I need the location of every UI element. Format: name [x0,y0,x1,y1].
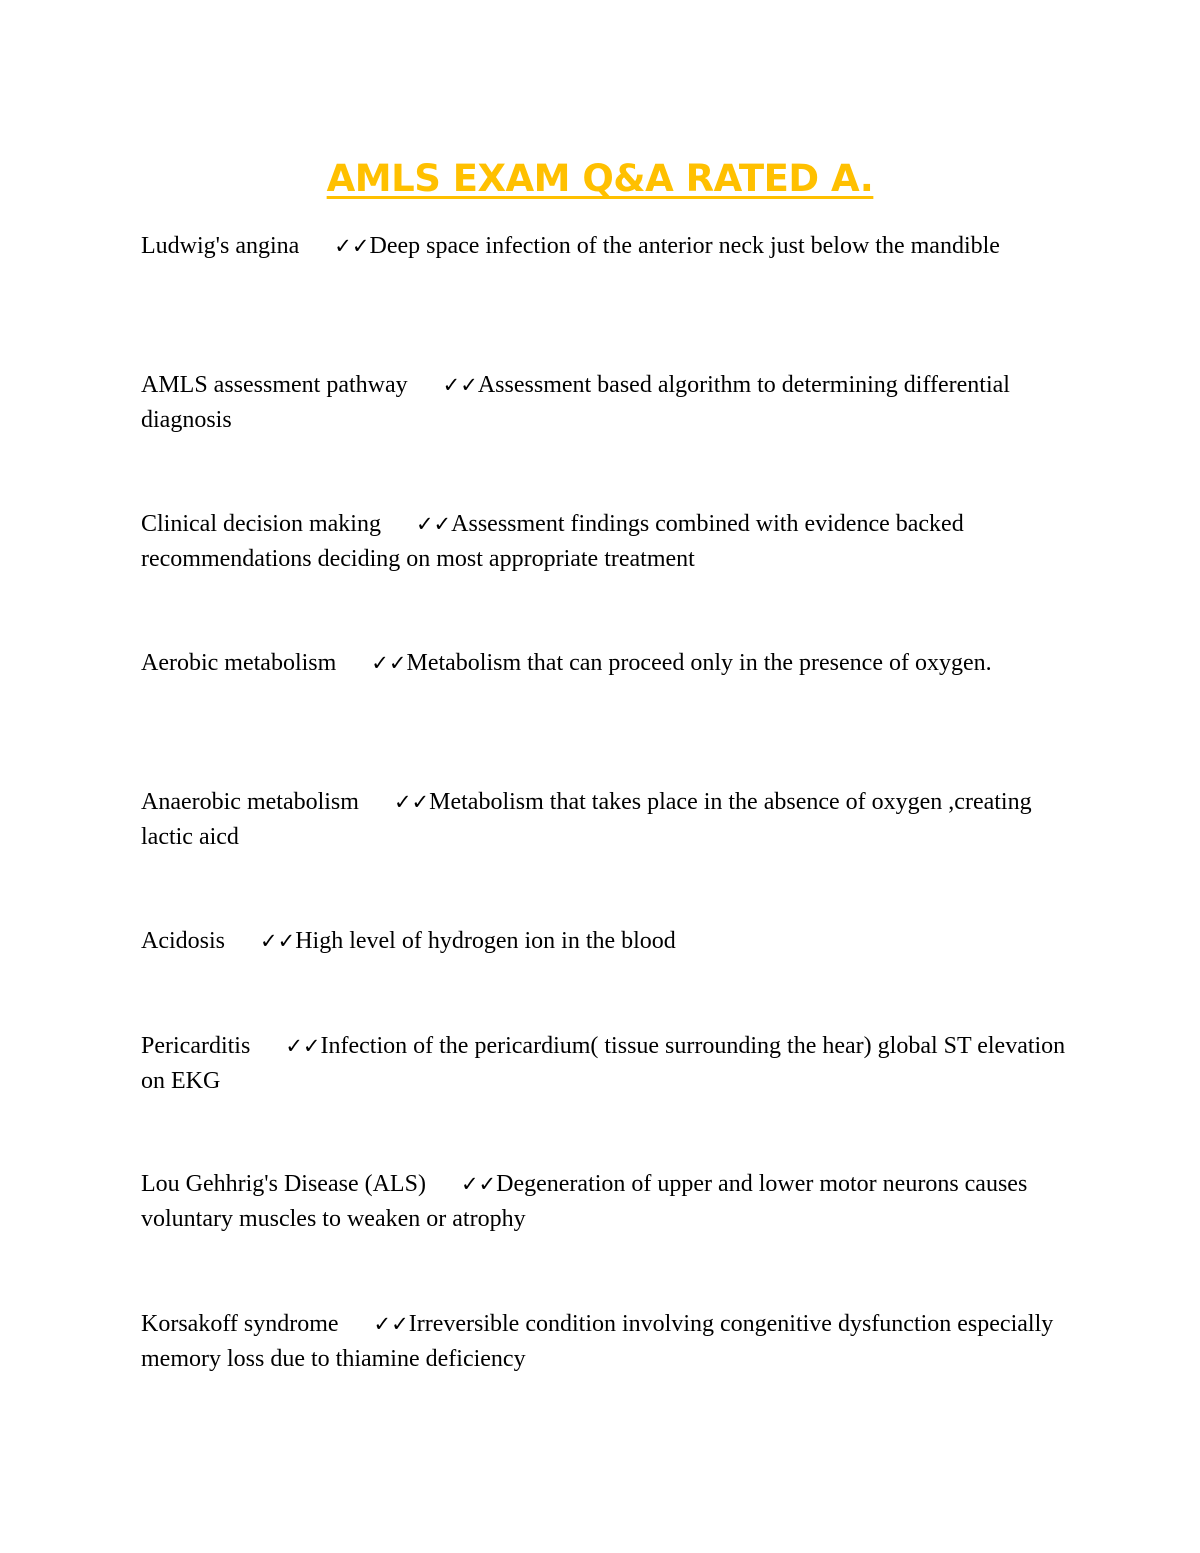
qa-entry [141,924,1066,959]
document-title [0,150,1200,208]
entry-term: Ludwig's angina [141,233,300,259]
qa-entry [141,1307,1066,1377]
check-mark-icon: ✓✓ [415,512,452,536]
qa-entry [141,229,1066,264]
check-mark-icon: ✓✓ [393,790,430,814]
entry-definition: Metabolism that takes place in the absence of oxygen ,creating lactic aicd [141,789,1032,850]
entry-definition: Irreversible condition involving congenitive dysfunction especially memory loss due to thiamine deficiency [141,1311,1054,1372]
check-mark-icon: ✓✓ [442,373,478,397]
check-mark-icon: ✓✓ [260,929,296,953]
entry-definition: Deep space infection of the anterior neck just below the mandible [369,233,1000,259]
entry-term: Lou Gehhrig's Disease (ALS) [141,1171,426,1197]
qa-entry [141,785,1066,855]
entry-definition: Metabolism that can proceed only in the presence of oxygen. [406,650,992,676]
entry-term: Anaerobic metabolism [141,789,359,815]
qa-entry [141,507,1066,577]
qa-entry [141,646,1066,681]
entry-definition: Assessment findings combined with evidence backed recommendations deciding on most appropriate treatment [141,511,964,572]
qa-entry [141,1167,1066,1237]
check-mark-icon: ✓✓ [460,1172,497,1196]
entry-term: Aerobic metabolism [141,650,337,676]
qa-entry [141,1029,1066,1099]
entry-definition: Assessment based algorithm to determining differential diagnosis [141,372,1010,433]
check-mark-icon: ✓✓ [373,1312,409,1336]
entry-definition: High level of hydrogen ion in the blood [295,928,676,954]
check-mark-icon: ✓✓ [371,651,407,675]
qa-entry [141,368,1066,438]
entry-definition: Infection of the pericardium( tissue surrounding the hear) global ST elevation on EKG [141,1033,1066,1094]
entry-term: Korsakoff syndrome [141,1311,339,1337]
entry-term: Acidosis [141,928,225,954]
check-mark-icon: ✓✓ [334,234,370,258]
entry-term: Clinical decision making [141,511,381,537]
entry-definition: Degeneration of upper and lower motor neurons causes voluntary muscles to weaken or atrophy [141,1171,1028,1232]
entry-term: AMLS assessment pathway [141,372,408,398]
title-text: AMLS EXAM Q&A RATED A. [326,157,874,200]
entry-term: Pericarditis [141,1033,251,1059]
check-mark-icon: ✓✓ [285,1034,321,1058]
